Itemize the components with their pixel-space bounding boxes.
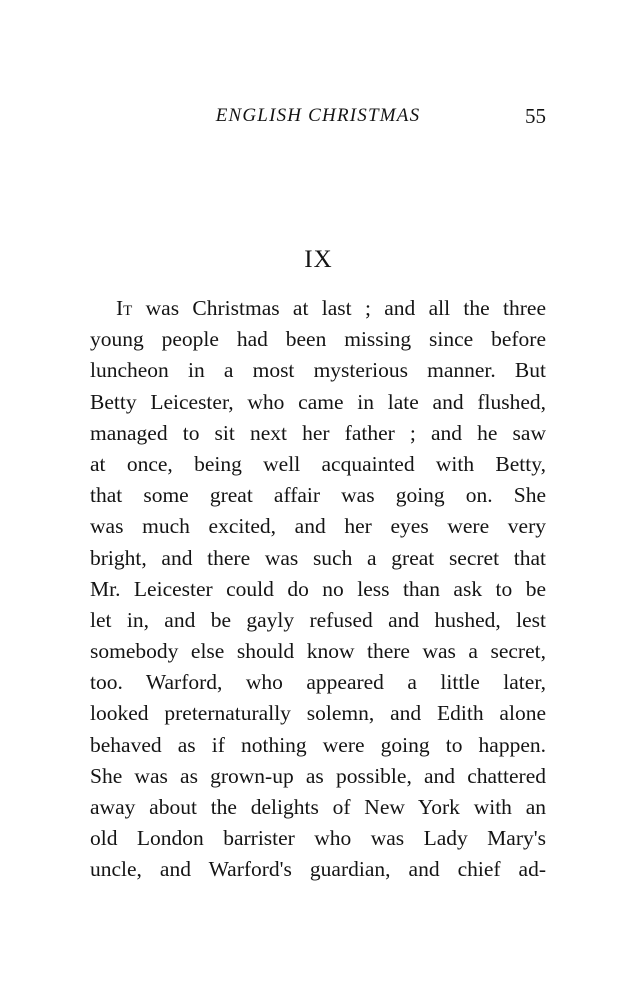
text-line: let in, and be gayly refused and hushed, lest: [90, 607, 546, 632]
text-line: [90, 293, 546, 324]
text-line: luncheon in a most mysterious manner. But: [90, 358, 546, 383]
text-line: that some great affair was going on. She: [90, 483, 546, 508]
text-line: away about the delights of New York with an: [90, 795, 546, 819]
running-head: [90, 101, 546, 131]
text-line-remainder: was Christmas at last ; and all the three: [132, 296, 546, 320]
text-line: Betty Leicester, who came in late and flushed,: [90, 389, 546, 414]
text-line: too. Warford, who appeared a little later,: [90, 670, 546, 695]
text-line: behaved as if nothing were going to happen.: [90, 732, 546, 757]
text-line: young people had been missing since before: [90, 327, 546, 352]
running-title: ENGLISH CHRISTMAS: [215, 105, 421, 126]
body-paragraph: [90, 293, 546, 886]
page-number: 55: [525, 104, 546, 128]
text-line: She was as grown-up as possible, and chattered: [90, 763, 546, 788]
text-line: at once, being well acquainted with Betty,: [90, 451, 546, 476]
text-line: bright, and there was such a great secret that: [90, 545, 546, 570]
text-line: was much excited, and her eyes were very: [90, 514, 546, 539]
text-line: uncle, and Warford's guardian, and chief ad-: [90, 857, 546, 882]
text-line: managed to sit next her father ; and he saw: [90, 420, 546, 445]
text-line: old London barrister who was Lady Mary's: [90, 826, 546, 851]
opening-word: It: [116, 296, 133, 320]
chapter-heading: IX: [304, 246, 333, 273]
text-line: Mr. Leicester could do no less than ask to be: [90, 576, 546, 601]
text-line: somebody else should know there was a secret,: [90, 639, 546, 664]
text-line: looked preternaturally solemn, and Edith alone: [90, 701, 546, 726]
